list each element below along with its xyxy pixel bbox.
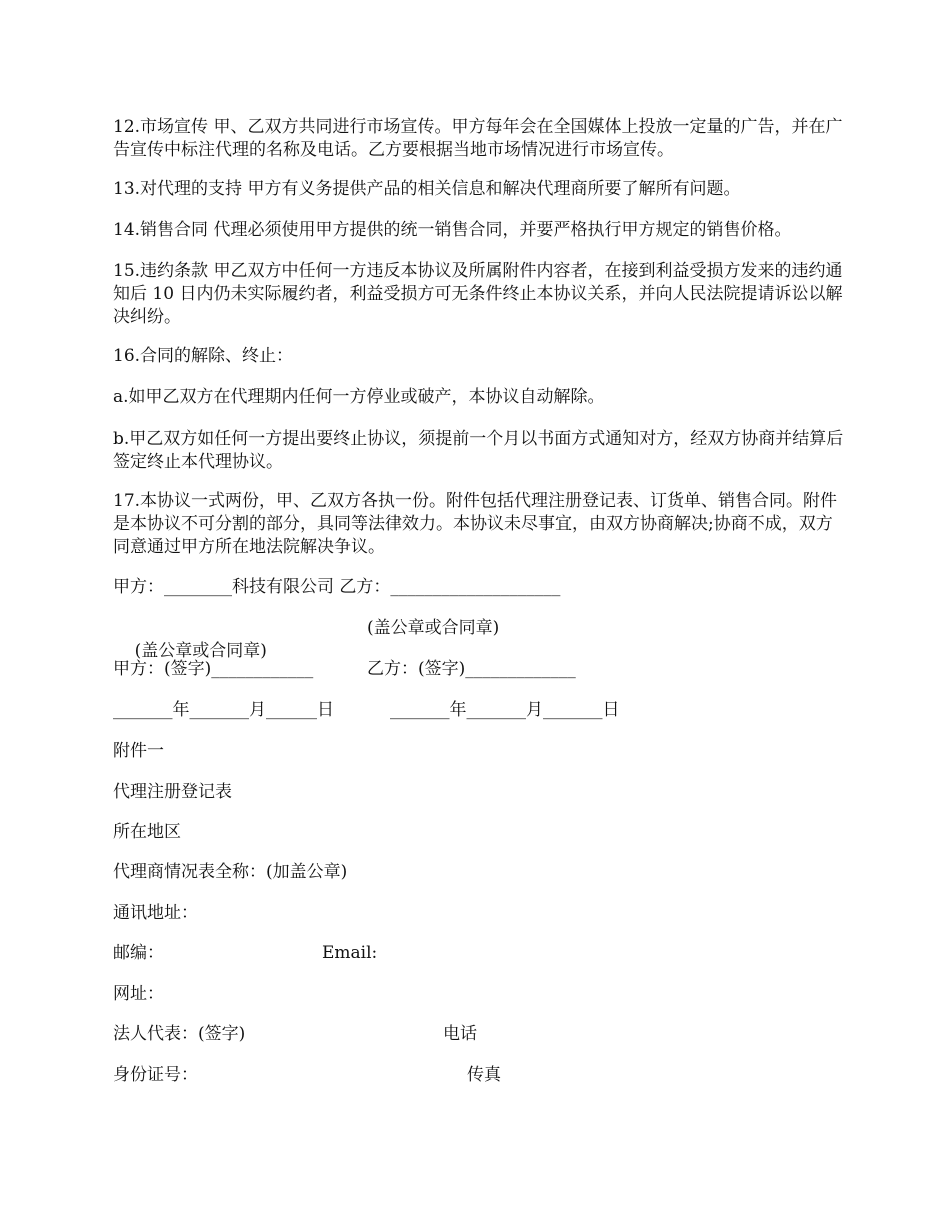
fax-label: 传真	[467, 1065, 501, 1085]
date-a: _______年_______月______日	[113, 700, 334, 720]
address-label: 通讯地址：	[113, 903, 198, 923]
form-name: 代理注册登记表	[113, 782, 232, 802]
clause-12: 12.市场宣传 甲、乙双方共同进行市场宣传。甲方每年会在全国媒体上投放一定量的广告，并在广告宣传中标注代理的名称及电话。乙方要根据当地市场情况进行市场宣传。	[113, 117, 843, 160]
clause-15: 15.违约条款 甲乙双方中任何一方违反本协议及所属附件内容者，在接到利益受损方发来的违约通知后 10 日内仍未实际履约者，利益受损方可无条件终止本协议关系，并向人民法院提请诉讼以解决纠纷。	[113, 261, 843, 327]
region-label: 所在地区	[113, 822, 181, 842]
website-label: 网址：	[113, 984, 164, 1004]
clause-16a: a.如甲乙双方在代理期内任何一方停业或破产，本协议自动解除。	[113, 387, 605, 407]
clause-14: 14.销售合同 代理必须使用甲方提供的统一销售合同，并要严格执行甲方规定的销售价格。	[113, 220, 792, 240]
sign-a: 甲方：(签字)____________	[113, 659, 314, 679]
id-number-label: 身份证号：	[113, 1065, 198, 1085]
clause-16: 16.合同的解除、终止：	[113, 346, 294, 366]
clause-17: 17.本协议一式两份，甲、乙双方各执一份。附件包括代理注册登记表、订货单、销售合同。附件是本协议不可分割的部分，具同等法律效力。本协议未尽事宜，由双方协商解决;协商不成，双方同意通过甲方所在地法院解决争议。	[113, 491, 838, 557]
seal-b: (盖公章或合同章)	[367, 618, 500, 638]
email-label: Email:	[322, 943, 378, 963]
date-b: _______年_______月_______日	[390, 700, 620, 720]
phone-label: 电话	[443, 1024, 477, 1044]
clause-13: 13.对代理的支持 甲方有义务提供产品的相关信息和解决代理商所要了解所有问题。	[113, 179, 741, 199]
legal-rep-label: 法人代表：(签字)	[113, 1024, 246, 1044]
sign-b: 乙方：(签字)_____________	[367, 659, 576, 679]
appendix-title: 附件一	[113, 741, 164, 761]
seal-a: (盖公章或合同章)	[134, 641, 267, 661]
party-names-line: 甲方：________科技有限公司 乙方：____________________	[113, 577, 561, 597]
full-name-label: 代理商情况表全称：(加盖公章)	[113, 862, 348, 882]
postcode-label: 邮编：	[113, 943, 164, 963]
clause-16b: b.甲乙双方如任何一方提出要终止协议，须提前一个月以书面方式通知对方，经双方协商并结算后签定终止本代理协议。	[113, 429, 844, 472]
